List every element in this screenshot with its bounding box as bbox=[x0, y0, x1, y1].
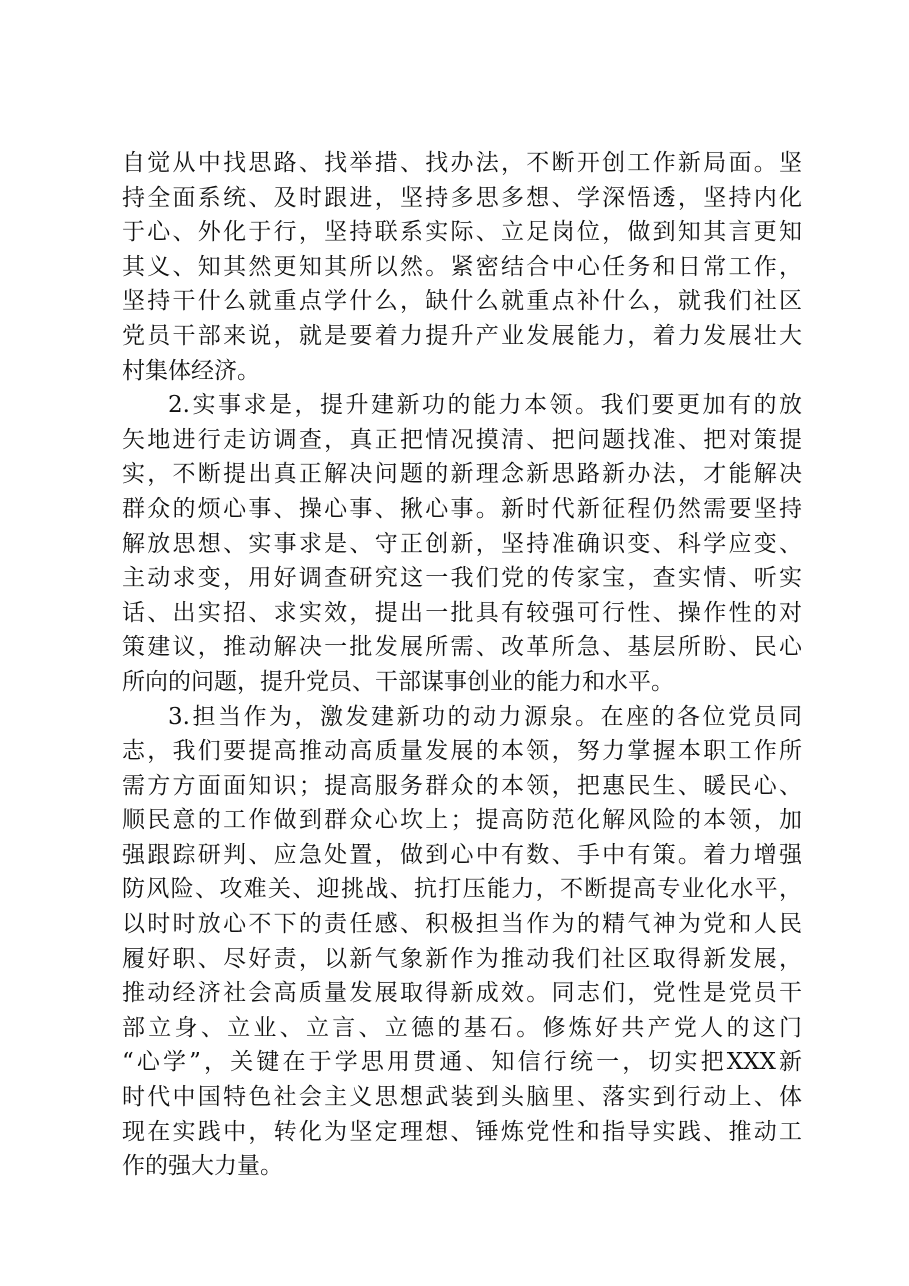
paragraph-line: 于心、外化于行，坚持联系实际、立足岗位，做到知其言更知 bbox=[122, 219, 802, 246]
paragraph-line: 推动经济社会高质量发展取得新成效。同志们，党性是党员干 bbox=[122, 980, 802, 1007]
paragraph-line: 话、出实招、求实效，提出一批具有较强可行性、操作性的对 bbox=[122, 599, 802, 626]
document-body bbox=[122, 146, 802, 1184]
paragraph-line: 其义、知其然更知其所以然。紧密结合中心任务和日常工作， bbox=[122, 253, 802, 280]
paragraph-line: 部立身、立业、立言、立德的基石。修炼好共产党人的这门 bbox=[122, 1014, 802, 1041]
paragraph-line: 现在实践中，转化为坚定理想、锤炼党性和指导实践、推动工 bbox=[122, 1118, 802, 1145]
paragraph-line: 实，不断提出真正解决问题的新理念新思路新办法，才能解决 bbox=[122, 461, 802, 488]
paragraph-line: 解放思想、实事求是、守正创新，坚持准确识变、科学应变、 bbox=[122, 530, 802, 557]
paragraph-line: 防风险、攻难关、迎挑战、抗打压能力，不断提高专业化水平， bbox=[122, 876, 802, 903]
paragraph-line: “心学”，关键在于学思用贯通、知信行统一，切实把XXX新 bbox=[122, 1049, 802, 1076]
paragraph-line: 自觉从中找思路、找举措、找办法，不断开创工作新局面。坚 bbox=[122, 150, 802, 176]
paragraph-line: 群众的烦心事、操心事、揪心事。新时代新征程仍然需要坚持 bbox=[122, 495, 802, 522]
paragraph-line: 坚持干什么就重点学什么，缺什么就重点补什么，就我们社区 bbox=[122, 288, 802, 315]
paragraph-line: 强跟踪研判、应急处置，做到心中有数、手中有策。着力增强 bbox=[122, 841, 802, 868]
paragraph-line: 村集体经济。 bbox=[122, 357, 260, 384]
paragraph-line: 矢地进行走访调查，真正把情况摸清、把问题找准、把对策提 bbox=[122, 426, 802, 453]
paragraph-line: 以时时放心不下的责任感、积极担当作为的精气神为党和人民 bbox=[122, 911, 802, 938]
paragraph-heading-line: 2.实事求是，提升建新功的能力本领。我们要更加有的放 bbox=[168, 392, 802, 419]
paragraph-line: 作的强大力量。 bbox=[122, 1153, 283, 1180]
paragraph-line: 需方方面面知识；提高服务群众的本领，把惠民生、暖民心、 bbox=[122, 772, 802, 799]
paragraph-line: 主动求变，用好调查研究这一我们党的传家宝，查实情、听实 bbox=[122, 565, 802, 592]
paragraph-heading-line: 3.担当作为，激发建新功的动力源泉。在座的各位党员同 bbox=[168, 703, 802, 730]
paragraph-line: 持全面系统、及时跟进，坚持多思多想、学深悟透，坚持内化 bbox=[122, 184, 802, 211]
paragraph-line: 党员干部来说，就是要着力提升产业发展能力，着力发展壮大 bbox=[122, 322, 802, 349]
paragraph-line: 履好职、尽好责，以新气象新作为推动我们社区取得新发展， bbox=[122, 945, 802, 972]
paragraph-line: 策建议，推动解决一批发展所需、改革所急、基层所盼、民心 bbox=[122, 634, 802, 661]
paragraph-line: 顺民意的工作做到群众心坎上；提高防范化解风险的本领，加 bbox=[122, 807, 802, 834]
paragraph-line: 所向的问题，提升党员、干部谋事创业的能力和水平。 bbox=[122, 668, 674, 695]
paragraph-line: 志，我们要提高推动高质量发展的本领，努力掌握本职工作所 bbox=[122, 738, 802, 765]
paragraph-line: 时代中国特色社会主义思想武装到头脑里、落实到行动上、体 bbox=[122, 1084, 802, 1111]
